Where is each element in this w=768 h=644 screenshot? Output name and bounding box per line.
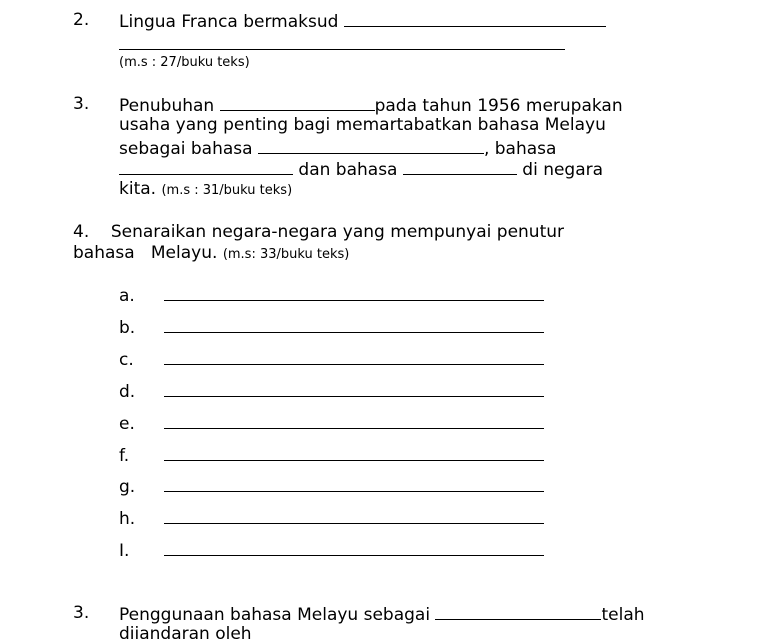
q3a-blank-2[interactable]: [258, 137, 484, 154]
q3a-line4-a: dan bahasa: [298, 160, 398, 180]
q2-line-1: [119, 10, 606, 32]
q3b-text-b: telah: [601, 605, 645, 625]
answer-blank[interactable]: [164, 428, 544, 429]
q3a-reference: (m.s : 31/buku teks): [161, 183, 293, 198]
answer-blank[interactable]: [164, 491, 544, 492]
q2-text: Lingua Franca bermaksud: [119, 12, 339, 32]
q2-blank-1[interactable]: [344, 10, 606, 27]
q3b-number: 3.: [73, 603, 90, 623]
answer-blank[interactable]: [164, 396, 544, 397]
q3a-line-3: [119, 137, 556, 159]
q3b-line-1: [119, 603, 645, 625]
q3a-blank-3[interactable]: [119, 158, 293, 175]
answer-blank[interactable]: [164, 300, 544, 301]
q3a-blank-1[interactable]: [220, 94, 375, 111]
list-item-letter: e.: [119, 413, 135, 434]
list-item-letter: a.: [119, 286, 135, 306]
q3a-line-1: [119, 94, 623, 116]
answer-blank[interactable]: [164, 332, 544, 333]
q3b-text-a: Penggunaan bahasa Melayu sebagai: [119, 605, 431, 625]
answer-blank[interactable]: [164, 364, 544, 365]
q4-line-1: [73, 222, 564, 242]
q3a-line3-a: sebagai bahasa: [119, 139, 253, 159]
list-item-letter: g.: [119, 477, 136, 498]
q3a-blank-4[interactable]: [403, 158, 517, 175]
q4-line2: bahasa Melayu.: [73, 243, 218, 263]
q3a-line5: kita.: [119, 179, 157, 199]
q3b-blank-1[interactable]: [435, 603, 601, 620]
list-item-letter: I.: [119, 541, 130, 562]
q3a-line-4: [119, 158, 603, 180]
q2-blank-2[interactable]: [119, 33, 565, 50]
list-item-letter: h.: [119, 509, 136, 530]
q3a-line1-b: pada tahun 1956 merupakan: [374, 96, 623, 116]
q4-reference: (m.s: 33/buku teks): [222, 247, 350, 262]
q4-line-2: [73, 243, 349, 265]
q3a-line3-b: , bahasa: [483, 139, 557, 159]
answer-blank[interactable]: [164, 555, 544, 556]
q2-number: 2.: [73, 10, 90, 30]
q3a-line4-b: di negara: [522, 160, 604, 180]
q3b-line-2: diiandaran oleh: [119, 624, 252, 644]
q4-line1: Senaraikan negara-negara yang mempunyai penutur: [110, 222, 565, 242]
q2-reference: (m.s : 27/buku teks): [119, 55, 250, 70]
q2-line-2: [119, 33, 565, 55]
list-item-letter: c.: [119, 349, 134, 370]
q3a-line1-a: Penubuhan: [119, 96, 215, 116]
answer-blank[interactable]: [164, 523, 544, 524]
list-item-letter: d.: [119, 381, 136, 402]
q3a-line-5: [119, 179, 292, 201]
list-item-letter: b.: [119, 317, 136, 338]
q3a-line-2: usaha yang penting bagi memartabatkan bahasa Melayu: [119, 115, 606, 135]
q4-number: 4.: [73, 222, 90, 242]
q3a-number: 3.: [73, 94, 90, 114]
list-item-letter: f.: [119, 445, 130, 466]
answer-blank[interactable]: [164, 460, 544, 461]
